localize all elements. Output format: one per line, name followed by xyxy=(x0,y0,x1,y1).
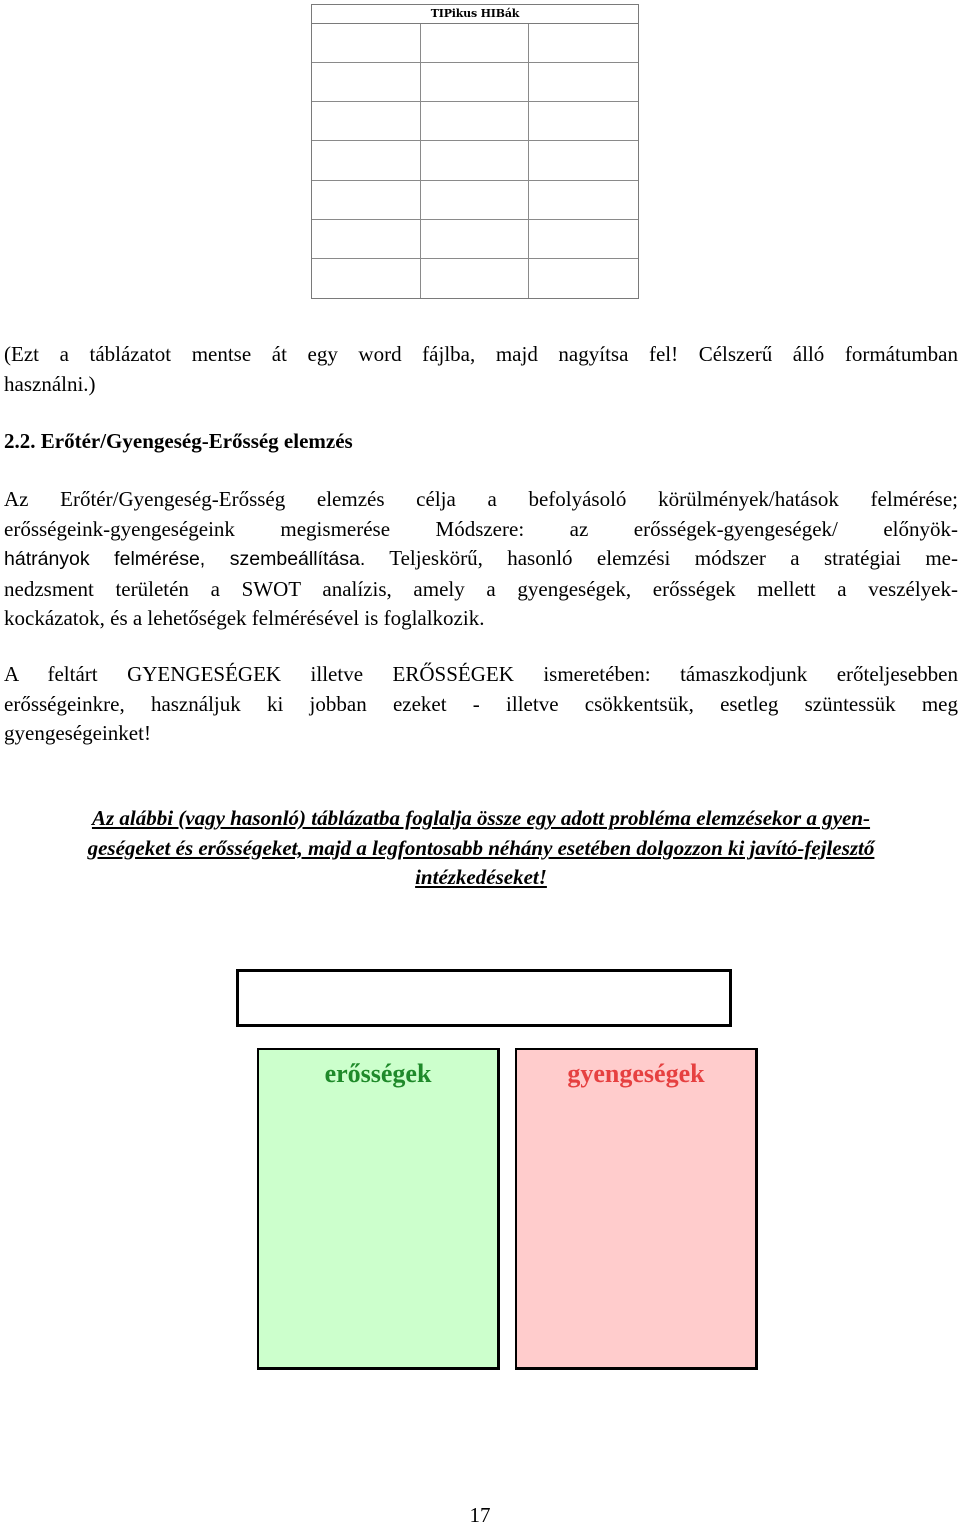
table-cell xyxy=(529,63,638,102)
problem-title-box xyxy=(236,969,732,1027)
weaknesses-label: gyengeségek xyxy=(567,1059,705,1088)
table-cell xyxy=(529,141,638,180)
table-title: TIPikus HIBák xyxy=(312,5,638,24)
table-cell xyxy=(421,181,530,220)
table-cell xyxy=(529,220,638,259)
table-cell xyxy=(421,63,530,102)
page-number: 17 xyxy=(469,1503,491,1527)
para1-line-4: nedzsment területén a SWOT analízis, amely a gyengeségek, erősségek mellett a veszélyek- xyxy=(4,576,958,601)
table-cell xyxy=(312,24,421,63)
instruction-line-1: Az alábbi (vagy hasonló) táblázatba foglalja össze egy adott probléma elemzésekor a gyen- xyxy=(91,806,871,830)
weaknesses-panel xyxy=(515,1048,758,1370)
para2-line-3: gyengeségeinket! xyxy=(4,721,151,745)
table-cell xyxy=(421,220,530,259)
table-cell xyxy=(529,24,638,63)
para2-line-2: erősségeinkre, használjuk ki jobban ezeket - illetve csökkentsük, esetleg szüntessük meg xyxy=(4,691,958,716)
para1-line-5: kockázatok, és a lehetőségek felmérésével is foglalkozik. xyxy=(4,606,485,630)
analysis-paragraph xyxy=(4,485,958,634)
table-cell xyxy=(529,259,638,298)
table-cell xyxy=(312,141,421,180)
para1-line-3 xyxy=(4,544,958,575)
note-paragraph xyxy=(4,340,958,399)
table-cell xyxy=(529,102,638,141)
instruction-line-2: geségeket és erősségeket, majd a legfontosabb néhány esetében dolgozzon ki javító-fejlesztő xyxy=(87,835,875,860)
instruction-line-3: intézkedéseket! xyxy=(415,865,547,889)
table-cell xyxy=(421,259,530,298)
typical-errors-table xyxy=(311,4,639,299)
para2-line-1: A feltárt GYENGESÉGEK illetve ERŐSSÉGEK ismeretében: támaszkodjunk erőteljesebben xyxy=(4,662,958,686)
table-cell xyxy=(421,102,530,141)
para1-line-1: Az Erőtér/Gyengeség-Erősség elemzés célja a befolyásoló körülmények/hatások felmérése; xyxy=(4,487,958,511)
conclusion-paragraph xyxy=(4,660,958,749)
para1-line-2: erősségeink-gyengeségeink megismerése Módszere: az erősségek-gyengeségek/ előnyök- xyxy=(4,516,958,541)
note-line-1: (Ezt a táblázatot mentse át egy word fájlba, majd nagyítsa fel! Célszerű álló formátumban xyxy=(4,342,958,366)
table-cell xyxy=(421,141,530,180)
table-cell xyxy=(529,181,638,220)
table-cell xyxy=(312,259,421,298)
section-heading: 2.2. Erőtér/Gyengeség-Erősség elemzés xyxy=(4,429,353,453)
table-cell xyxy=(312,63,421,102)
para1-line-3-serif: Teljeskörű, hasonló elemzési módszer a stratégiai me- xyxy=(365,546,958,570)
strengths-panel xyxy=(257,1048,500,1370)
table-cell xyxy=(312,102,421,141)
strengths-label: erősségek xyxy=(324,1059,432,1088)
table-cell xyxy=(312,220,421,259)
table-cell xyxy=(312,181,421,220)
para1-line-3-sans: hátrányok felmérése, szembeállítása. xyxy=(4,548,366,570)
note-line-2: használni.) xyxy=(4,371,96,396)
table-grid xyxy=(312,24,638,298)
instruction-text xyxy=(4,804,958,893)
table-cell xyxy=(421,24,530,63)
